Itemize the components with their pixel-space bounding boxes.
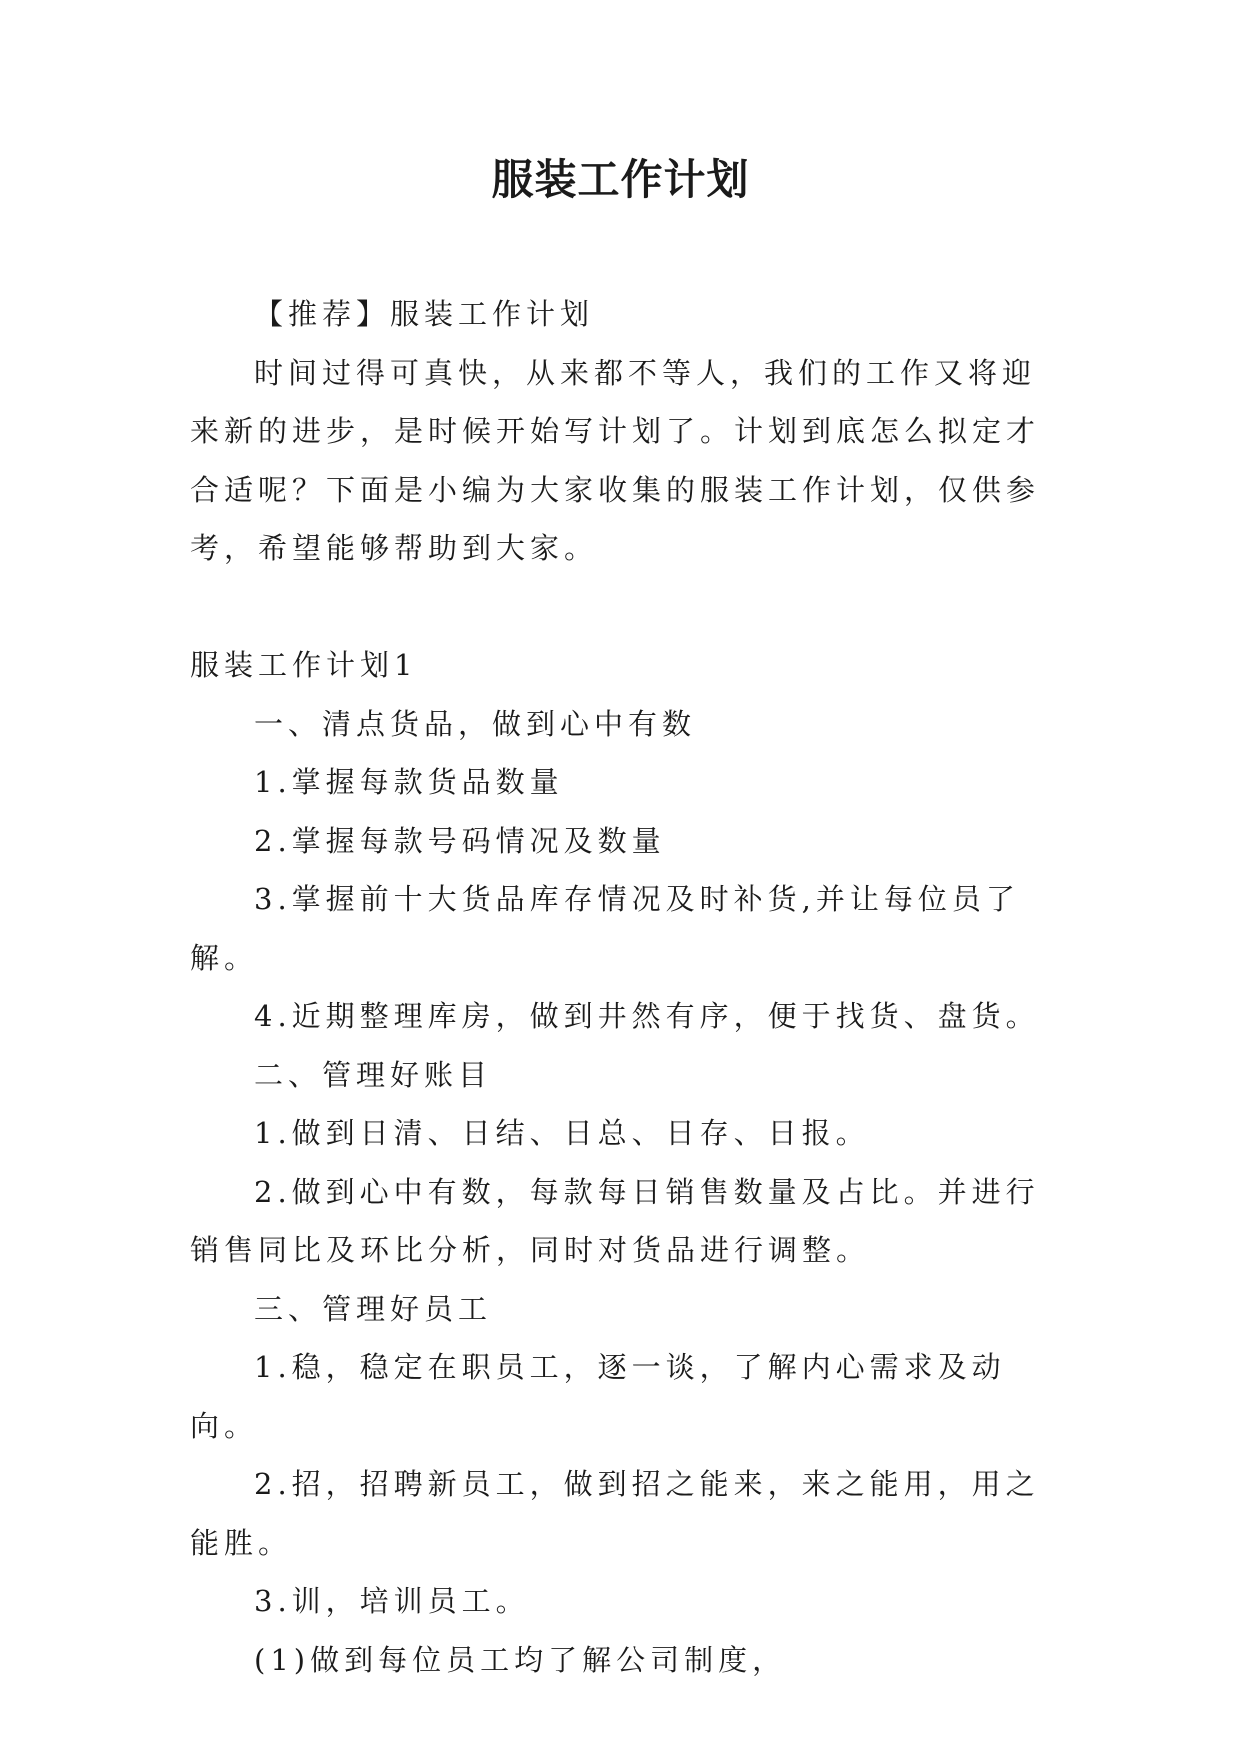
paragraph: 1.稳，稳定在职员工，逐一谈，了解内心需求及动向。 xyxy=(190,1350,1006,1443)
paragraph: 4.近期整理库房，做到井然有序，便于找货、盘货。 xyxy=(254,999,1040,1033)
paragraph: (1)做到每位员工均了解公司制度， xyxy=(254,1642,787,1677)
paragraph: 3.训，培训员工。 xyxy=(254,1584,530,1618)
paragraph: 2.掌握每款号码情况及数量 xyxy=(254,823,666,858)
paragraph: 1.掌握每款货品数量 xyxy=(254,765,564,799)
paragraph: 1.做到日清、日结、日总、日存、日报。 xyxy=(254,1116,870,1150)
paragraph: 2.招，招聘新员工，做到招之能来，来之能用，用之能胜。 xyxy=(190,1467,1040,1560)
paragraph: 一、清点货品，做到心中有数 xyxy=(254,706,697,741)
paragraph: 3.掌握前十大货品库存情况及时补货,并让每位员了解。 xyxy=(190,882,1020,975)
recommend-line: 【推荐】服装工作计划 xyxy=(254,297,595,331)
paragraph-gap xyxy=(190,578,1060,637)
section-heading: 服装工作计划1 xyxy=(190,648,418,682)
paragraph: 三、管理好员工 xyxy=(254,1291,493,1326)
paragraph: 2.做到心中有数，每款每日销售数量及占比。并进行销售同比及环比分析，同时对货品进行调整。 xyxy=(190,1174,1040,1267)
document-body xyxy=(190,285,1060,1689)
paragraph: 二、管理好账目 xyxy=(254,1057,493,1092)
document-title: 服装工作计划 xyxy=(491,155,750,204)
intro-paragraph: 时间过得可真快，从来都不等人，我们的工作又将迎来新的进步，是时候开始写计划了。计划到底怎么拟定才合适呢？下面是小编为大家收集的服装工作计划，仅供参考，希望能够帮助到大家。 xyxy=(190,355,1041,565)
